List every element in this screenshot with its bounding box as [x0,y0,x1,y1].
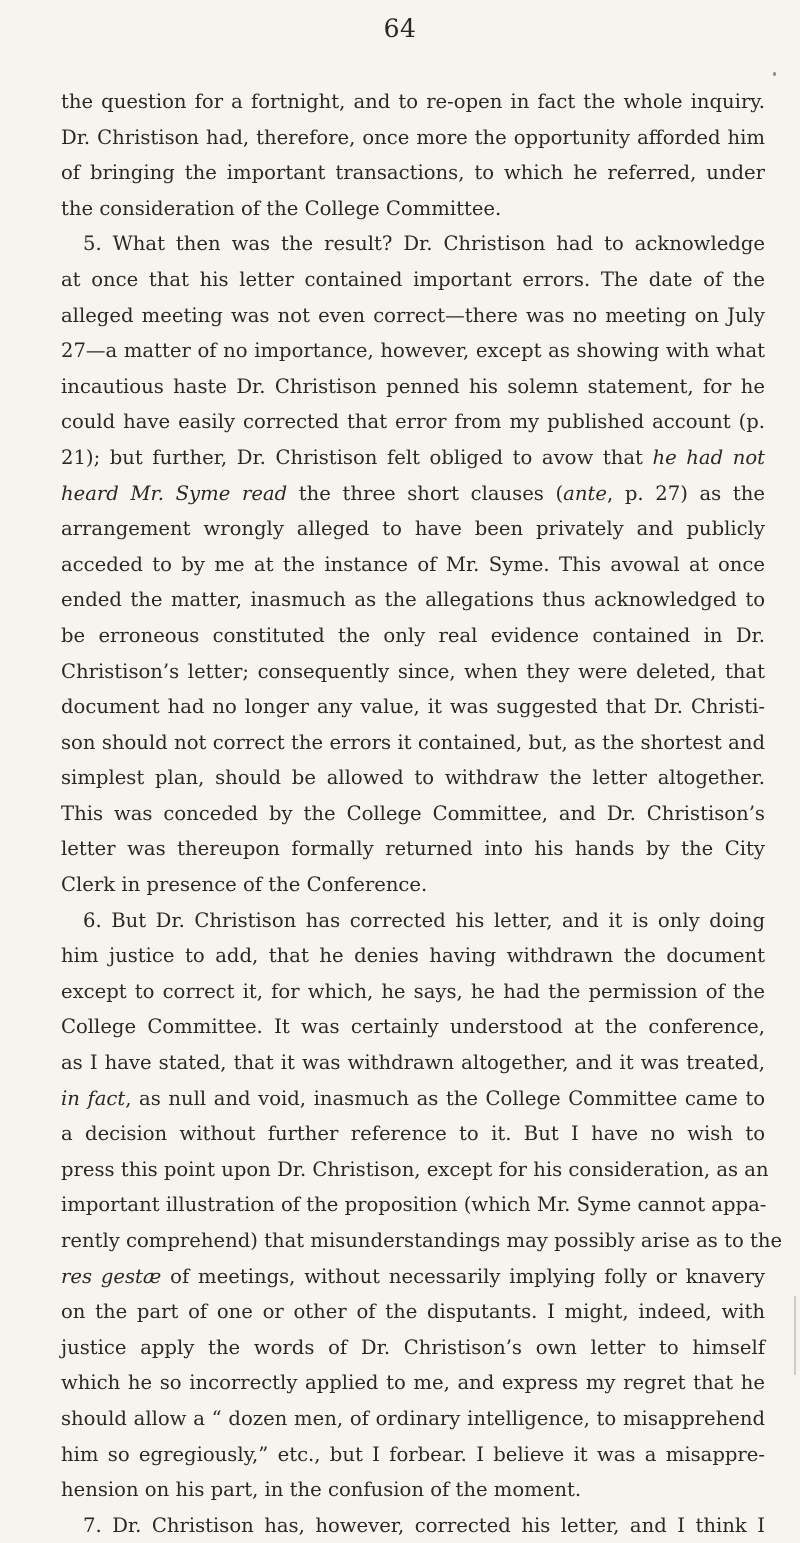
text-line: him justice to add, that he denies having withdrawn the document [61,944,765,968]
text-line: which he so incorrectly applied to me, and express my regret that he [61,1371,765,1395]
page-edge-mark [794,1296,796,1375]
page-number: 64 [383,14,417,43]
text-line [61,1259,765,1295]
text-line: important illustration of the proposition (which Mr. Syme cannot appa- [61,1193,767,1217]
text-line: hension on his part, in the confusion of the moment. [61,1478,582,1502]
text-line: College Committee. It was certainly understood at the conference, [61,1015,765,1039]
italic-text: in fact [61,1086,126,1110]
text-segment: 21); but further, Dr. Christison felt obliged to avow that [61,445,653,469]
text-line [61,440,765,476]
text-line: alleged meeting was not even correct—there was no meeting on July [61,303,765,327]
italic-text: he had not [652,445,766,469]
text-line: could have easily corrected that error from my published account (p. [61,410,765,434]
italic-text: res gestæ [61,1264,162,1288]
text-line: 6. But Dr. Christison has corrected his letter, and it is only doing [83,908,765,932]
text-line: acceded to by me at the instance of Mr. Syme. This avowal at once [61,552,765,576]
text-line: the consideration of the College Committee. [61,196,502,220]
text-line: be erroneous constituted the only real evidence contained in Dr. [61,623,765,647]
text-line: press this point upon Dr. Christison, except for his consideration, as an [61,1157,769,1181]
text-line: arrangement wrongly alleged to have been privately and publicly [61,517,765,541]
text-line: him so egregiously,” etc., but I forbear. I believe it was a misappre- [61,1442,765,1466]
text-line [61,1081,765,1117]
text-line [61,476,765,512]
text-line: incautious haste Dr. Christison penned his solemn statement, for he [61,374,765,398]
text-segment: , as null and void, inasmuch as the College Committee came to [125,1086,765,1110]
body-text [61,84,783,1543]
text-line: Dr. Christison had, therefore, once more the opportunity afforded him [61,125,765,149]
text-segment: of meetings, without necessarily implying folly or knavery [161,1264,766,1288]
text-line: except to correct it, for which, he says, he had the permission of the [61,979,765,1003]
text-line: 5. What then was the result? Dr. Christison had to acknowledge [83,232,765,256]
text-line: of bringing the important transactions, to which he referred, under [61,161,765,185]
text-line: document had no longer any value, it was suggested that Dr. Christi- [61,695,765,719]
text-line: on the part of one or other of the disputants. I might, indeed, with [61,1300,765,1324]
text-line: Clerk in presence of the Conference. [61,873,428,897]
text-line: rently comprehend) that misunderstandings may possibly arise as to the [61,1229,783,1252]
italic-text: ante [563,481,607,505]
text-line: Christison’s letter; consequently since, when they were deleted, that [61,659,765,683]
italic-text: heard Mr. Syme read [61,481,288,505]
text-line: letter was thereupon formally returned into his hands by the City [61,837,765,861]
text-line: should allow a “ dozen men, of ordinary intelligence, to misapprehend [61,1406,765,1430]
text-segment: the three short clauses ( [287,481,564,505]
text-line: 27—a matter of no importance, however, except as showing with what [61,339,765,363]
text-segment: , p. 27) as the [606,481,765,505]
text-line: at once that his letter contained important errors. The date of the [61,267,765,291]
text-line: a decision without further reference to it. But I have no wish to [61,1122,765,1146]
text-line: son should not correct the errors it contained, but, as the shortest and [61,730,765,754]
text-line: justice apply the words of Dr. Christison’s own letter to himself [61,1335,765,1359]
paper-speck [773,72,776,76]
text-line: simplest plan, should be allowed to withdraw the letter altogether. [61,766,765,790]
text-line: This was conceded by the College Committee, and Dr. Christison’s [61,801,765,825]
text-line: ended the matter, inasmuch as the allegations thus acknowledged to [61,588,765,612]
text-line: 7. Dr. Christison has, however, corrected his letter, and I think I [83,1513,765,1537]
text-line: as I have stated, that it was withdrawn altogether, and it was treated, [61,1051,765,1075]
text-line: the question for a fortnight, and to re-open in fact the whole inquiry. [61,90,765,113]
